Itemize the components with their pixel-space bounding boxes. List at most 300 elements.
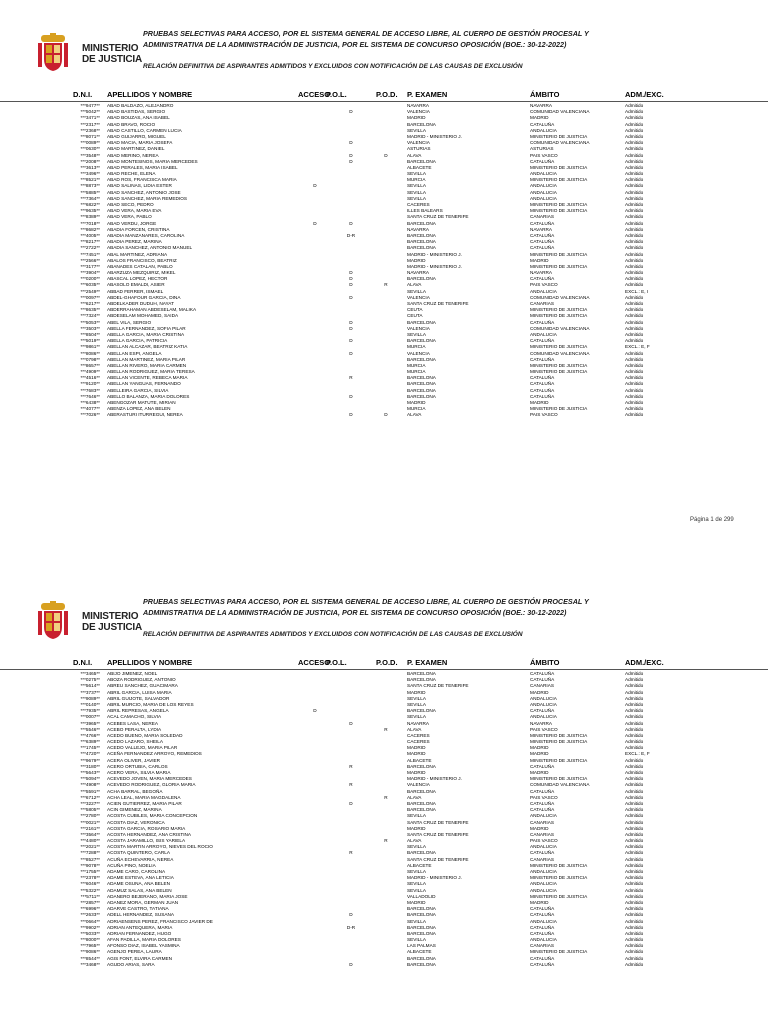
dni-cell: ***6996** <box>80 906 100 912</box>
ambito-cell: MINISTERIO DE JUSTICIA <box>530 251 588 257</box>
ambito-cell: CATALUÑA <box>530 677 555 683</box>
pol-cell: D <box>349 350 353 356</box>
status-cell: Admitido <box>625 171 644 177</box>
dni-cell: ***5322** <box>80 887 100 893</box>
ambito-cell: CANARIAS <box>530 831 554 837</box>
dni-cell: ***2317** <box>80 121 100 127</box>
name-cell: ABADIA SANCHEZ, ANTONIO MANUEL <box>107 245 193 251</box>
pol-cell: R <box>349 850 353 856</box>
examen-cell: BARCELONA <box>407 387 436 393</box>
ambito-cell: MINISTERIO DE JUSTICIA <box>530 202 588 207</box>
ambito-cell: CATALUÑA <box>530 671 555 676</box>
status-cell: Admitido <box>625 294 644 300</box>
status-cell: Admitido <box>625 745 644 751</box>
ambito-cell: ANDALUCIA <box>530 331 557 337</box>
examen-cell: BARCELONA <box>407 677 436 683</box>
examen-cell: MADRID <box>407 899 426 905</box>
name-cell: ABAD SALINAS, LIDIA ESTER <box>107 183 172 189</box>
dni-cell: ***8504** <box>80 331 100 337</box>
document-subtitle: RELACIÓN DEFINITIVA DE ASPIRANTES ADMITIDOS Y EXCLUIDOS CON NOTIFICACIÓN DE LAS CAUSAS DE EXCLUSIÓN <box>143 631 523 638</box>
ambito-cell: PAIS VASCO <box>530 412 558 418</box>
status-cell: Admitido <box>625 400 644 405</box>
ambito-cell: CATALUÑA <box>530 338 555 344</box>
examen-cell: SEVILLA <box>407 288 427 294</box>
examen-cell: SEVILLA <box>407 881 427 887</box>
examen-cell: CACERES <box>407 202 430 207</box>
examen-cell: BARCELONA <box>407 393 436 399</box>
dni-cell: ***0097** <box>80 294 100 300</box>
coat-of-arms-logo <box>37 33 69 73</box>
ministry-line2: DE JUSTICIA <box>82 54 143 65</box>
dni-cell: ***8544** <box>80 955 100 961</box>
status-cell: Admitido <box>625 103 644 108</box>
ambito-cell: MADRID <box>530 115 549 121</box>
examen-cell: BARCELONA <box>407 671 436 676</box>
name-cell: ABAD MERINO, NEREA <box>107 152 159 158</box>
examen-cell: CACERES <box>407 732 430 738</box>
examen-cell: BARCELONA <box>407 924 436 930</box>
examen-cell: BARCELONA <box>407 276 436 282</box>
status-cell: Admitido <box>625 319 644 325</box>
examen-cell: ILLES BALEARS <box>407 208 443 214</box>
dni-cell: ***2549** <box>80 288 100 294</box>
status-cell: Admitido <box>625 362 644 368</box>
examen-cell: SEVILLA <box>407 189 427 195</box>
name-cell: ABAD SANCHEZ, MARIA REMEDIOS <box>107 195 187 201</box>
name-cell: ACEDO LAZARO, SHEILA <box>107 739 164 745</box>
ambito-cell: CANARIAS <box>530 856 554 862</box>
name-cell: ABENGOZAR MATUTE, MIRIAN <box>107 400 176 405</box>
ambito-cell: MADRID <box>530 751 549 757</box>
name-cell: ABRIL MURCIO, MARIA DE LOS REYES <box>107 701 194 707</box>
name-cell: ACOSTA CUBILES, MARIA CONCEPCION <box>107 813 198 819</box>
status-cell: Admitido <box>625 800 644 806</box>
examen-cell: SANTA CRUZ DE TENERIFE <box>407 831 469 837</box>
col-ambito: ÁMBITO <box>530 90 560 99</box>
dni-cell: ***5094** <box>80 776 100 782</box>
dni-cell: ***7288** <box>80 850 100 856</box>
examen-cell: NAVARRA <box>407 226 429 232</box>
ambito-cell: CANARIAS <box>530 301 554 306</box>
ambito-cell: CATALUÑA <box>530 245 555 251</box>
ambito-cell: MINISTERIO DE JUSTICIA <box>530 949 588 955</box>
col-pol: P.O.L. <box>326 90 347 99</box>
status-cell: Admitido <box>625 757 644 763</box>
ambito-cell: ANDALUCIA <box>530 189 557 195</box>
ambito-cell: CATALUÑA <box>530 906 555 912</box>
ambito-cell: MINISTERIO DE JUSTICIA <box>530 875 588 881</box>
dni-cell: ***4516** <box>80 375 100 381</box>
status-cell: Admitido <box>625 825 644 831</box>
dni-cell: ***3496** <box>80 171 100 177</box>
pol-cell: D <box>349 338 353 344</box>
status-cell: Admitido <box>625 776 644 782</box>
examen-cell: ALAVA <box>407 838 422 844</box>
dni-cell: ***8000** <box>80 937 100 943</box>
pol-cell: D <box>349 912 353 918</box>
examen-cell: SANTA CRUZ DE TENERIFE <box>407 819 469 825</box>
examen-cell: BARCELONA <box>407 763 436 769</box>
examen-cell: MADRID <box>407 825 426 831</box>
ambito-cell: ANDALUCIA <box>530 171 557 177</box>
name-cell: ABEL VILA, SERGIO <box>107 319 152 325</box>
examen-cell: BARCELONA <box>407 930 436 936</box>
dni-cell: ***3613** <box>80 164 100 170</box>
examen-cell: CEUTA <box>407 307 423 313</box>
name-cell: ACEVEDO JOVEN, MARIA MERCEDES <box>107 776 192 782</box>
pol-cell: D <box>349 412 353 418</box>
ambito-cell: MINISTERIO DE JUSTICIA <box>530 208 588 214</box>
ambito-cell: ANDALUCIA <box>530 813 557 819</box>
ambito-cell: MINISTERIO DE JUSTICIA <box>530 344 588 350</box>
examen-cell: VALENCIA <box>407 782 430 788</box>
status-cell: Admitido <box>625 239 644 245</box>
ambito-cell: ANDALUCIA <box>530 918 557 924</box>
status-cell: Admitido <box>625 714 644 720</box>
ambito-cell: ANDALUCIA <box>530 288 557 294</box>
dni-cell: ***8217** <box>80 239 100 245</box>
ambito-cell: COMUNIDAD VALENCIANA <box>530 782 590 788</box>
dni-cell: ***2378** <box>80 875 100 881</box>
dni-cell: ***0630** <box>80 146 100 152</box>
examen-cell: SEVILLA <box>407 331 427 337</box>
status-cell: Admitido <box>625 869 644 874</box>
ambito-cell: CATALUÑA <box>530 375 555 381</box>
col-dni: D.N.I. <box>73 658 93 667</box>
ministry-line1: MINISTERIO <box>82 43 139 54</box>
ambito-cell: CATALUÑA <box>530 912 555 918</box>
ambito-cell: CATALUÑA <box>530 387 555 393</box>
dni-cell: ***4005** <box>80 232 100 238</box>
pol-cell: D <box>349 319 353 325</box>
acceso-cell: D <box>313 708 317 714</box>
examen-cell: ALAVA <box>407 412 422 418</box>
status-cell: Admitido <box>625 393 644 399</box>
status-cell: Admitido <box>625 763 644 769</box>
name-cell: ABADIA MANZANARES, CAROLINA <box>107 232 185 238</box>
status-cell: Admitido <box>625 677 644 683</box>
status-cell: Admitido <box>625 961 644 967</box>
examen-cell: CACERES <box>407 739 430 745</box>
applicant-table <box>0 671 768 968</box>
examen-cell: VALENCIA <box>407 325 430 331</box>
status-cell: Admitido <box>625 856 644 862</box>
name-cell: ABASOLO EMALDI, ASIER <box>107 282 165 288</box>
examen-cell: ALAVA <box>407 794 422 800</box>
dni-cell: ***9477** <box>80 103 100 108</box>
dni-cell: ***2021** <box>80 844 100 850</box>
name-cell: ABAD BALDAZO, ALEJANDRO <box>107 103 174 108</box>
ambito-cell: COMUNIDAD VALENCIANA <box>530 325 590 331</box>
dni-cell: ***1745** <box>80 745 100 751</box>
name-cell: ABOZA RODRIGUEZ, ANTONIO <box>107 677 176 683</box>
status-cell: Admitido <box>625 875 644 881</box>
name-cell: ABRIL REPRESAS, ANGELA <box>107 708 169 714</box>
name-cell: ABELLA GARCIA, PATRICIA <box>107 338 168 344</box>
dni-cell: ***5614** <box>80 683 100 689</box>
col-dni: D.N.I. <box>73 90 93 99</box>
ambito-cell: CATALUÑA <box>530 763 555 769</box>
ambito-cell: MINISTERIO DE JUSTICIA <box>530 757 588 763</box>
dni-cell: ***6046** <box>80 881 100 887</box>
pol-cell: D <box>349 276 353 282</box>
dni-cell: ***3180** <box>80 763 100 769</box>
examen-cell: MURCIA <box>407 177 426 183</box>
dni-cell: ***8521** <box>80 177 100 183</box>
examen-cell: MADRID <box>407 689 426 695</box>
status-cell: Admitido <box>625 924 644 930</box>
status-cell: Admitido <box>625 701 644 707</box>
ambito-cell: ANDALUCIA <box>530 701 557 707</box>
status-cell: Admitido <box>625 257 644 263</box>
name-cell: ABAD MARTINEZ, DANIEL <box>107 146 165 152</box>
ambito-cell: NAVARRA <box>530 270 552 276</box>
name-cell: ABAD GUIJARRO, MIGUEL <box>107 133 166 139</box>
name-cell: ABELLAN YANGUAS, FERNANDO <box>107 381 181 387</box>
ambito-cell: CATALUÑA <box>530 239 555 245</box>
name-cell: ABADIA PEREZ, MARINA <box>107 239 162 245</box>
ambito-cell: ANDALUCIA <box>530 714 557 720</box>
examen-cell: SANTA CRUZ DE TENERIFE <box>407 214 469 220</box>
ambito-cell: MINISTERIO DE JUSTICIA <box>530 362 588 368</box>
dni-cell: ***5805** <box>80 807 100 813</box>
status-cell: EXCL.: E, F <box>625 344 650 350</box>
examen-cell: SEVILLA <box>407 918 427 924</box>
dni-cell: ***3465** <box>80 671 100 676</box>
pol-cell: D <box>349 220 353 226</box>
status-cell: Admitido <box>625 906 644 912</box>
examen-cell: MADRID - MINISTERIO J. <box>407 776 462 782</box>
status-cell: Admitido <box>625 158 644 164</box>
name-cell: ABDERRAHAMAN ABDESELAM, MALIKA <box>107 307 197 313</box>
ambito-cell: MADRID <box>530 257 549 263</box>
name-cell: ABAD SECO, PEDRO <box>107 202 154 207</box>
status-cell: Admitido <box>625 893 644 899</box>
name-cell: ABADIA FORCEN, CRISTINA <box>107 226 170 232</box>
examen-cell: MADRID - MINISTERIO J. <box>407 875 462 881</box>
dni-cell: ***8527** <box>80 856 100 862</box>
pod-cell: D <box>384 152 388 158</box>
dni-cell: ***2780** <box>80 813 100 819</box>
name-cell: ABASCAL LOPEZ, HECTOR <box>107 276 168 282</box>
examen-cell: BARCELONA <box>407 955 436 961</box>
examen-cell: ASTURIAS <box>407 146 431 152</box>
page-number: Página 1 de 299 <box>690 517 734 523</box>
examen-cell: VALENCIA <box>407 140 430 146</box>
col-pod: P.O.D. <box>376 658 398 667</box>
dni-cell: ***5885** <box>80 189 100 195</box>
examen-cell: MADRID - MINISTERIO J. <box>407 251 462 257</box>
status-cell: Admitido <box>625 325 644 331</box>
status-cell: Admitido <box>625 375 644 381</box>
examen-cell: MADRID <box>407 751 426 757</box>
dni-cell: ***7364** <box>80 195 100 201</box>
ambito-cell: CATALUÑA <box>530 276 555 282</box>
pol-cell: D <box>349 140 353 146</box>
status-cell: Admitido <box>625 121 644 127</box>
dni-cell: ***3737** <box>80 689 100 695</box>
ambito-cell: ANDALUCIA <box>530 127 557 133</box>
col-adm: ADM./EXC. <box>625 90 664 99</box>
examen-cell: VALENCIA <box>407 109 430 115</box>
pod-cell: R <box>384 838 388 844</box>
name-cell: ACIN GIMENEZ, MARINA <box>107 807 162 813</box>
name-cell: ABAL MARTINEZ, ADRIANA <box>107 251 168 257</box>
dni-cell: ***9635** <box>80 208 100 214</box>
ambito-cell: MINISTERIO DE JUSTICIA <box>530 177 588 183</box>
examen-cell: SEVILLA <box>407 695 427 701</box>
examen-cell: SEVILLA <box>407 887 427 893</box>
col-name: APELLIDOS Y NOMBRE <box>107 658 193 667</box>
col-adm: ADM./EXC. <box>625 658 664 667</box>
ambito-cell: PAIS VASCO <box>530 152 558 158</box>
status-cell: Admitido <box>625 695 644 701</box>
status-cell: Admitido <box>625 739 644 745</box>
dni-cell: ***3471** <box>80 115 100 121</box>
status-cell: Admitido <box>625 338 644 344</box>
col-pol: P.O.L. <box>326 658 347 667</box>
status-cell: Admitido <box>625 807 644 813</box>
examen-cell: SEVILLA <box>407 869 427 874</box>
name-cell: ACERO ORTUBIA, CARLOS <box>107 763 168 769</box>
examen-cell: BARCELONA <box>407 912 436 918</box>
name-cell: ADAME CARO, CAROLINA <box>107 869 166 874</box>
status-cell: Admitido <box>625 127 644 133</box>
ambito-cell: PAIS VASCO <box>530 726 558 732</box>
status-cell: Admitido <box>625 955 644 961</box>
ambito-cell: PAIS VASCO <box>530 794 558 800</box>
name-cell: ABAD RECHE, ELENA <box>107 171 156 177</box>
name-cell: ABAD VERDU, JORGE <box>107 220 157 226</box>
dni-cell: ***5546** <box>80 726 100 732</box>
ambito-cell: CATALUÑA <box>530 319 555 325</box>
status-cell: Admitido <box>625 208 644 214</box>
pol-cell: D <box>349 393 353 399</box>
dni-cell: ***2161** <box>80 825 100 831</box>
ministry-line1: MINISTERIO <box>82 611 139 622</box>
examen-cell: ALAVA <box>407 282 422 288</box>
ambito-cell: PAIS VASCO <box>530 838 558 844</box>
applicant-table <box>0 103 768 419</box>
ambito-cell: MINISTERIO DE JUSTICIA <box>530 263 588 269</box>
document-subtitle: RELACIÓN DEFINITIVA DE ASPIRANTES ADMITIDOS Y EXCLUIDOS CON NOTIFICACIÓN DE LAS CAUSAS DE EXCLUSIÓN <box>143 63 523 70</box>
name-cell: ADANEZ MORA, GERMAN JUAN <box>107 899 179 905</box>
ambito-cell: ANDALUCIA <box>530 869 557 874</box>
examen-cell: BARCELONA <box>407 232 436 238</box>
name-cell: ACERA OLIVER, JAVIER <box>107 757 161 763</box>
status-cell: Admitido <box>625 406 644 412</box>
dni-cell: ***0021** <box>80 819 100 825</box>
ambito-cell: COMUNIDAD VALENCIANA <box>530 294 590 300</box>
status-cell: Admitido <box>625 109 644 115</box>
status-cell: Admitido <box>625 782 644 788</box>
pol-cell: D <box>349 152 353 158</box>
name-cell: ACERO VERA, SILVIA MARIA <box>107 770 171 775</box>
examen-cell: NAVARRA <box>407 103 429 108</box>
ambito-cell: MADRID <box>530 745 549 751</box>
dni-cell: ***7324** <box>80 313 100 319</box>
name-cell: ABAD VERA, PABLO <box>107 214 152 220</box>
table-row <box>0 412 768 418</box>
status-cell: Admitido <box>625 918 644 924</box>
status-cell: Admitido <box>625 263 644 269</box>
ambito-cell: ASTURIAS <box>530 146 554 152</box>
name-cell: ABAD VERA, MARIA EVA <box>107 208 162 214</box>
name-cell: ABELLAN ALCAZAR, BEATRIZ KATIA <box>107 344 188 350</box>
dni-cell: ***3177** <box>80 263 100 269</box>
status-cell: Admitido <box>625 819 644 825</box>
examen-cell: BARCELONA <box>407 319 436 325</box>
name-cell: ACHA BARRAL, BEGOÑA <box>107 788 163 794</box>
name-cell: ABRIL GUIJOTE, SALVADOR <box>107 695 170 701</box>
ambito-cell: MINISTERIO DE JUSTICIA <box>530 369 588 375</box>
name-cell: ACEVEDO RODRIGUEZ, GLORIA MARIA <box>107 782 196 788</box>
dni-cell: ***0200** <box>80 276 100 282</box>
status-cell: Admitido <box>625 140 644 146</box>
examen-cell: ALBACETE <box>407 862 432 868</box>
status-cell: Admitido <box>625 720 644 726</box>
dni-cell: ***8657** <box>80 362 100 368</box>
dni-cell: ***0664** <box>80 918 100 924</box>
dni-cell: ***4766** <box>80 732 100 738</box>
ambito-cell: PAIS VASCO <box>530 282 558 288</box>
dni-cell: ***6389** <box>80 739 100 745</box>
name-cell: ABELLO BALANZA, MARIA DOLORES <box>107 393 190 399</box>
pol-cell: R <box>349 763 353 769</box>
dni-cell: ***1755** <box>80 869 100 874</box>
acceso-cell: D <box>313 183 317 189</box>
dni-cell: ***5019** <box>80 338 100 344</box>
status-cell: Admitido <box>625 887 644 893</box>
dni-cell: ***9086** <box>80 949 100 955</box>
status-cell: Admitido <box>625 164 644 170</box>
ambito-cell: NAVARRA <box>530 720 552 726</box>
ambito-cell: MADRID <box>530 825 549 831</box>
status-cell: Admitido <box>625 912 644 918</box>
dni-cell: ***7026** <box>80 412 100 418</box>
examen-cell: MADRID <box>407 115 426 121</box>
dni-cell: ***3965** <box>80 720 100 726</box>
status-cell: Admitido <box>625 949 644 955</box>
name-cell: ABAD BASTIDAS, SERGIO <box>107 109 166 115</box>
name-cell: ABIJO JIMENEZ, NOEL <box>107 671 158 676</box>
name-cell: ACOSTA JARAMILLO, ISIS YARIELA <box>107 838 186 844</box>
status-cell: Admitido <box>625 146 644 152</box>
ambito-cell: MINISTERIO DE JUSTICIA <box>530 313 588 319</box>
name-cell: ACIEN GUTIERREZ, MARIA PILAR <box>107 800 182 806</box>
dni-cell: ***0140** <box>80 701 100 707</box>
ambito-cell: MADRID <box>530 899 549 905</box>
name-cell: ABERASTURI ITURREGUI, NEREA <box>107 412 183 418</box>
name-cell: ACOSTA DIAZ, VERONICA <box>107 819 165 825</box>
col-examen: P. EXAMEN <box>407 90 448 99</box>
status-cell: Admitido <box>625 770 644 775</box>
col-examen: P. EXAMEN <box>407 658 448 667</box>
examen-cell: NAVARRA <box>407 720 429 726</box>
status-cell: Admitido <box>625 732 644 738</box>
dni-cell: ***0007** <box>80 714 100 720</box>
dni-cell: ***7451** <box>80 251 100 257</box>
dni-cell: ***4908** <box>80 782 100 788</box>
name-cell: ABARZUZA MEZQUIRIZ, MIKEL <box>107 270 176 276</box>
ambito-cell: CATALUÑA <box>530 955 555 961</box>
dni-cell: ***5591** <box>80 788 100 794</box>
examen-cell: CEUTA <box>407 313 423 319</box>
dni-cell: ***7965** <box>80 943 100 949</box>
examen-cell: SEVILLA <box>407 937 427 943</box>
examen-cell: ALBACETE <box>407 164 432 170</box>
status-cell: Admitido <box>625 220 644 226</box>
